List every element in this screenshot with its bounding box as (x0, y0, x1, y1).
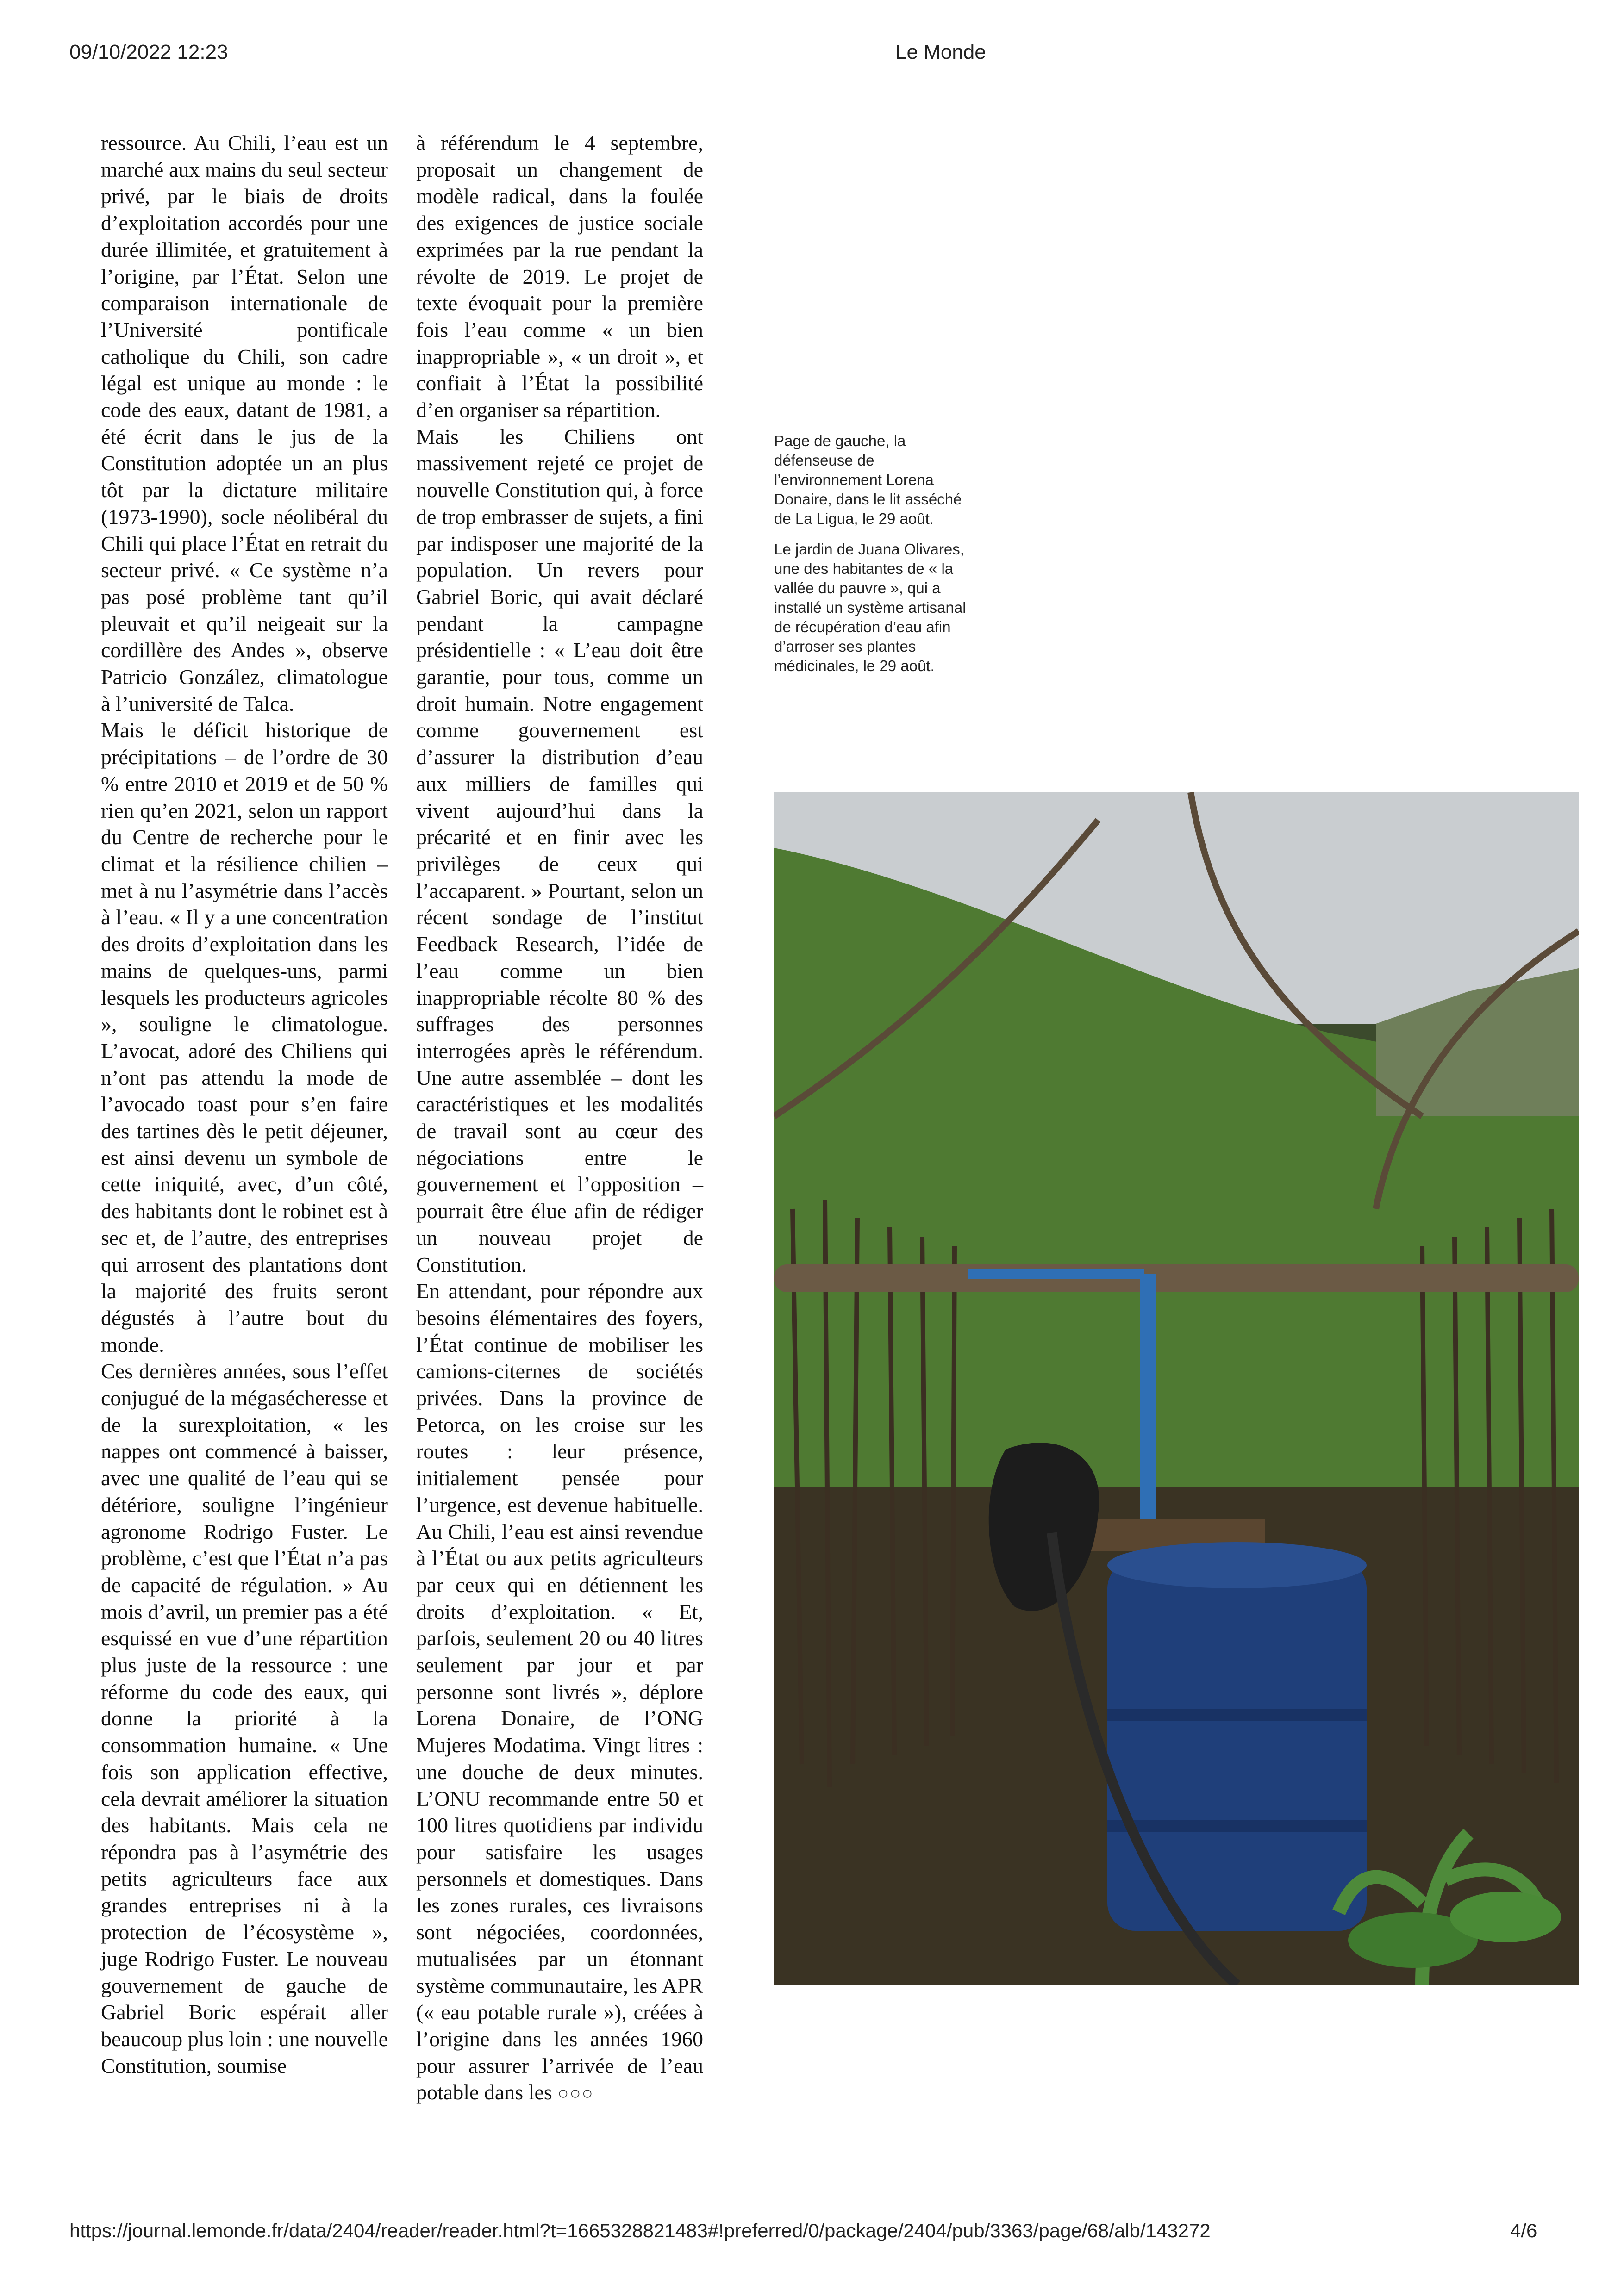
photo-leaf (1450, 1892, 1561, 1942)
photo-pipe-horizontal (968, 1269, 1144, 1279)
article-column-1 (101, 130, 388, 2079)
caption-photo: Le jardin de Juana Olivares, une des habitantes de « la vallée du pauvre », qui a installé un système artisanal de récupération d’eau afin d’arroser ses plantes médicinales, le 29 août. (774, 541, 966, 674)
publication-title: Le Monde (895, 41, 986, 63)
photo-barrel-rib (1107, 1709, 1367, 1721)
paragraph: Mais le déficit historique de précipitations – de l’ordre de 30 % entre 2010 et 2019 et de 50 % rien qu’en 2021, selon un rapport du Centre de recherche pour le climat et la résilience chilien – met à nu l’asymétrie dans l’accès à l’eau. « Il y a une concentration des droits d’exploitation dans les mains de quelques-uns, parmi lesquels les producteurs agricoles », souligne le climatologue. L’avocat, adoré des Chiliens qui n’ont pas attendu la mode de l’avocado toast pour s’en faire des tartines dès le petit déjeuner, est ainsi devenu un symbole de cette iniquité, avec, d’un côté, des habitants dont le robinet est à sec et, de l’autre, des entreprises qui arrosent des plantations dont la majorité des fruits seront dégustés à l’autre bout du monde. (101, 718, 388, 1356)
page-number: 4/6 (1510, 2220, 1537, 2241)
print-datetime: 09/10/2022 12:23 (69, 41, 228, 63)
photo-illustration (774, 792, 1579, 1985)
article-column-2 (416, 130, 703, 2107)
paragraph: Ces dernières années, sous l’effet conjugué de la mégasécheresse et de la surexploitation, « les nappes ont commencé à baisser, avec une qualité de l’eau qui se détériore, souligne l’ingénieur agronome Rodrigo Fuster. Le problème, c’est que l’État n’a pas de capacité de régulation. » Au mois d’avril, un premier pas a été esquissé en vue d’une répartition plus juste de la ressource : une réforme du code des eaux, qui donne la priorité à la consommation humaine. « Une fois son application effective, cela devrait améliorer la situation des habitants. Mais cela ne répondra pas à l’asymétrie des petits agriculteurs face aux grandes entreprises ni à la protection de l’écosystème », juge Rodrigo Fuster. Le nouveau gouvernement de gauche de Gabriel Boric espérait aller beaucoup plus loin : une nouvelle Constitution, soumise (101, 1359, 388, 2078)
photo-captions (774, 431, 968, 687)
photo-blue-barrel (1107, 1561, 1367, 1931)
caption-left-page: Page de gauche, la défenseuse de l’environnement Lorena Donaire, dans le lit asséché de La Ligua, le 29 août. (774, 432, 962, 527)
photo-horizontal-pole (774, 1264, 1579, 1292)
paragraph (416, 1278, 703, 2107)
photo-pipe-vertical (1140, 1274, 1156, 1524)
photo-barrel-rim (1107, 1542, 1367, 1588)
paragraph: à référendum le 4 septembre, proposait un changement de modèle radical, dans la foulée des exigences de justice sociale exprimées par la rue pendant la révolte de 2019. Le projet de texte évoquait pour la première fois l’eau comme « un bien inappropriable », « un droit », et confiait à l’État la possibilité d’en organiser sa répartition. (416, 131, 703, 422)
paragraph-text: En attendant, pour répondre aux besoins élémentaires des foyers, l’État continue de mobiliser les camions-citernes de sociétés privées. Dans la province de Petorca, on les croise sur les routes : leur présence, initialement pensée pour l’urgence, est devenue habituelle. Au Chili, l’eau est ainsi revendue à l’État ou aux petits agriculteurs par ceux qui en détiennent les droits d’exploitation. « Et, parfois, seulement 20 ou 40 litres seulement par jour et par personne sont livrés », déplore Lorena Donaire, de l’ONG Mujeres Modatima. Vingt litres : une douche de deux minutes. L’ONU recommande entre 50 et 100 litres quotidiens par individu pour satisfaire les usages personnels et domestiques. Dans les zones rurales, ces livraisons sont négociées, coordonnées, mutualisées par un étonnant système communautaire, les APR (« eau potable rurale »), créées à l’origine dans les années 1960 pour assurer l’arrivée de l’eau potable dans les (416, 1279, 703, 2104)
paragraph: ressource. Au Chili, l’eau est un marché aux mains du seul secteur privé, par le biais de droits d’exploitation accordés pour une durée illimitée, et gratuitement à l’origine, par l’État. Selon une comparaison internationale de l’Université pontificale catholique du Chili, son cadre légal est unique au monde : le code des eaux, datant de 1981, a été écrit dans le jus de la Constitution adoptée un an plus tôt par la dictature militaire (1973-1990), socle néolibéral du Chili qui place l’État en retrait du secteur privé. « Ce système n’a pas posé problème tant qu’il pleuvait et qu’il neigeait sur la cordillère des Andes », observe Patricio González, climatologue à l’université de Talca. (101, 131, 388, 716)
continued-mark: ○○○ (557, 2083, 594, 2104)
paragraph: Mais les Chiliens ont massivement rejeté ce projet de nouvelle Constitution qui, à force de trop embrasser de sujets, a fini par indisposer une majorité de la population. Un revers pour Gabriel Boric, qui avait déclaré pendant la campagne présidentielle : « L’eau doit être garantie, pour tous, comme un droit humain. Notre engagement comme gouvernement est d’assurer la distribution d’eau aux milliers de familles qui vivent aujourd’hui dans la précarité et en finir avec les privilèges de ceux qui l’accaparent. » Pourtant, selon un récent sondage de l’institut Feedback Research, l’idée de l’eau comme un bien inappropriable récolte 80 % des suffrages des personnes interrogées après le référendum. Une autre assemblée – dont les caractéristiques et les modalités de travail sont au cœur des négociations entre le gouvernement et l’opposition – pourrait être élue afin de rédiger un nouveau projet de Constitution. (416, 424, 703, 1276)
photo-barrel-rib (1107, 1820, 1367, 1832)
garden-water-barrel-photo (774, 792, 1579, 1985)
page-url: https://journal.lemonde.fr/data/2404/reader/reader.html?t=1665328821483#!preferred/0/package/2404/pub/3363/page/68/alb/143272 (69, 2220, 1211, 2241)
